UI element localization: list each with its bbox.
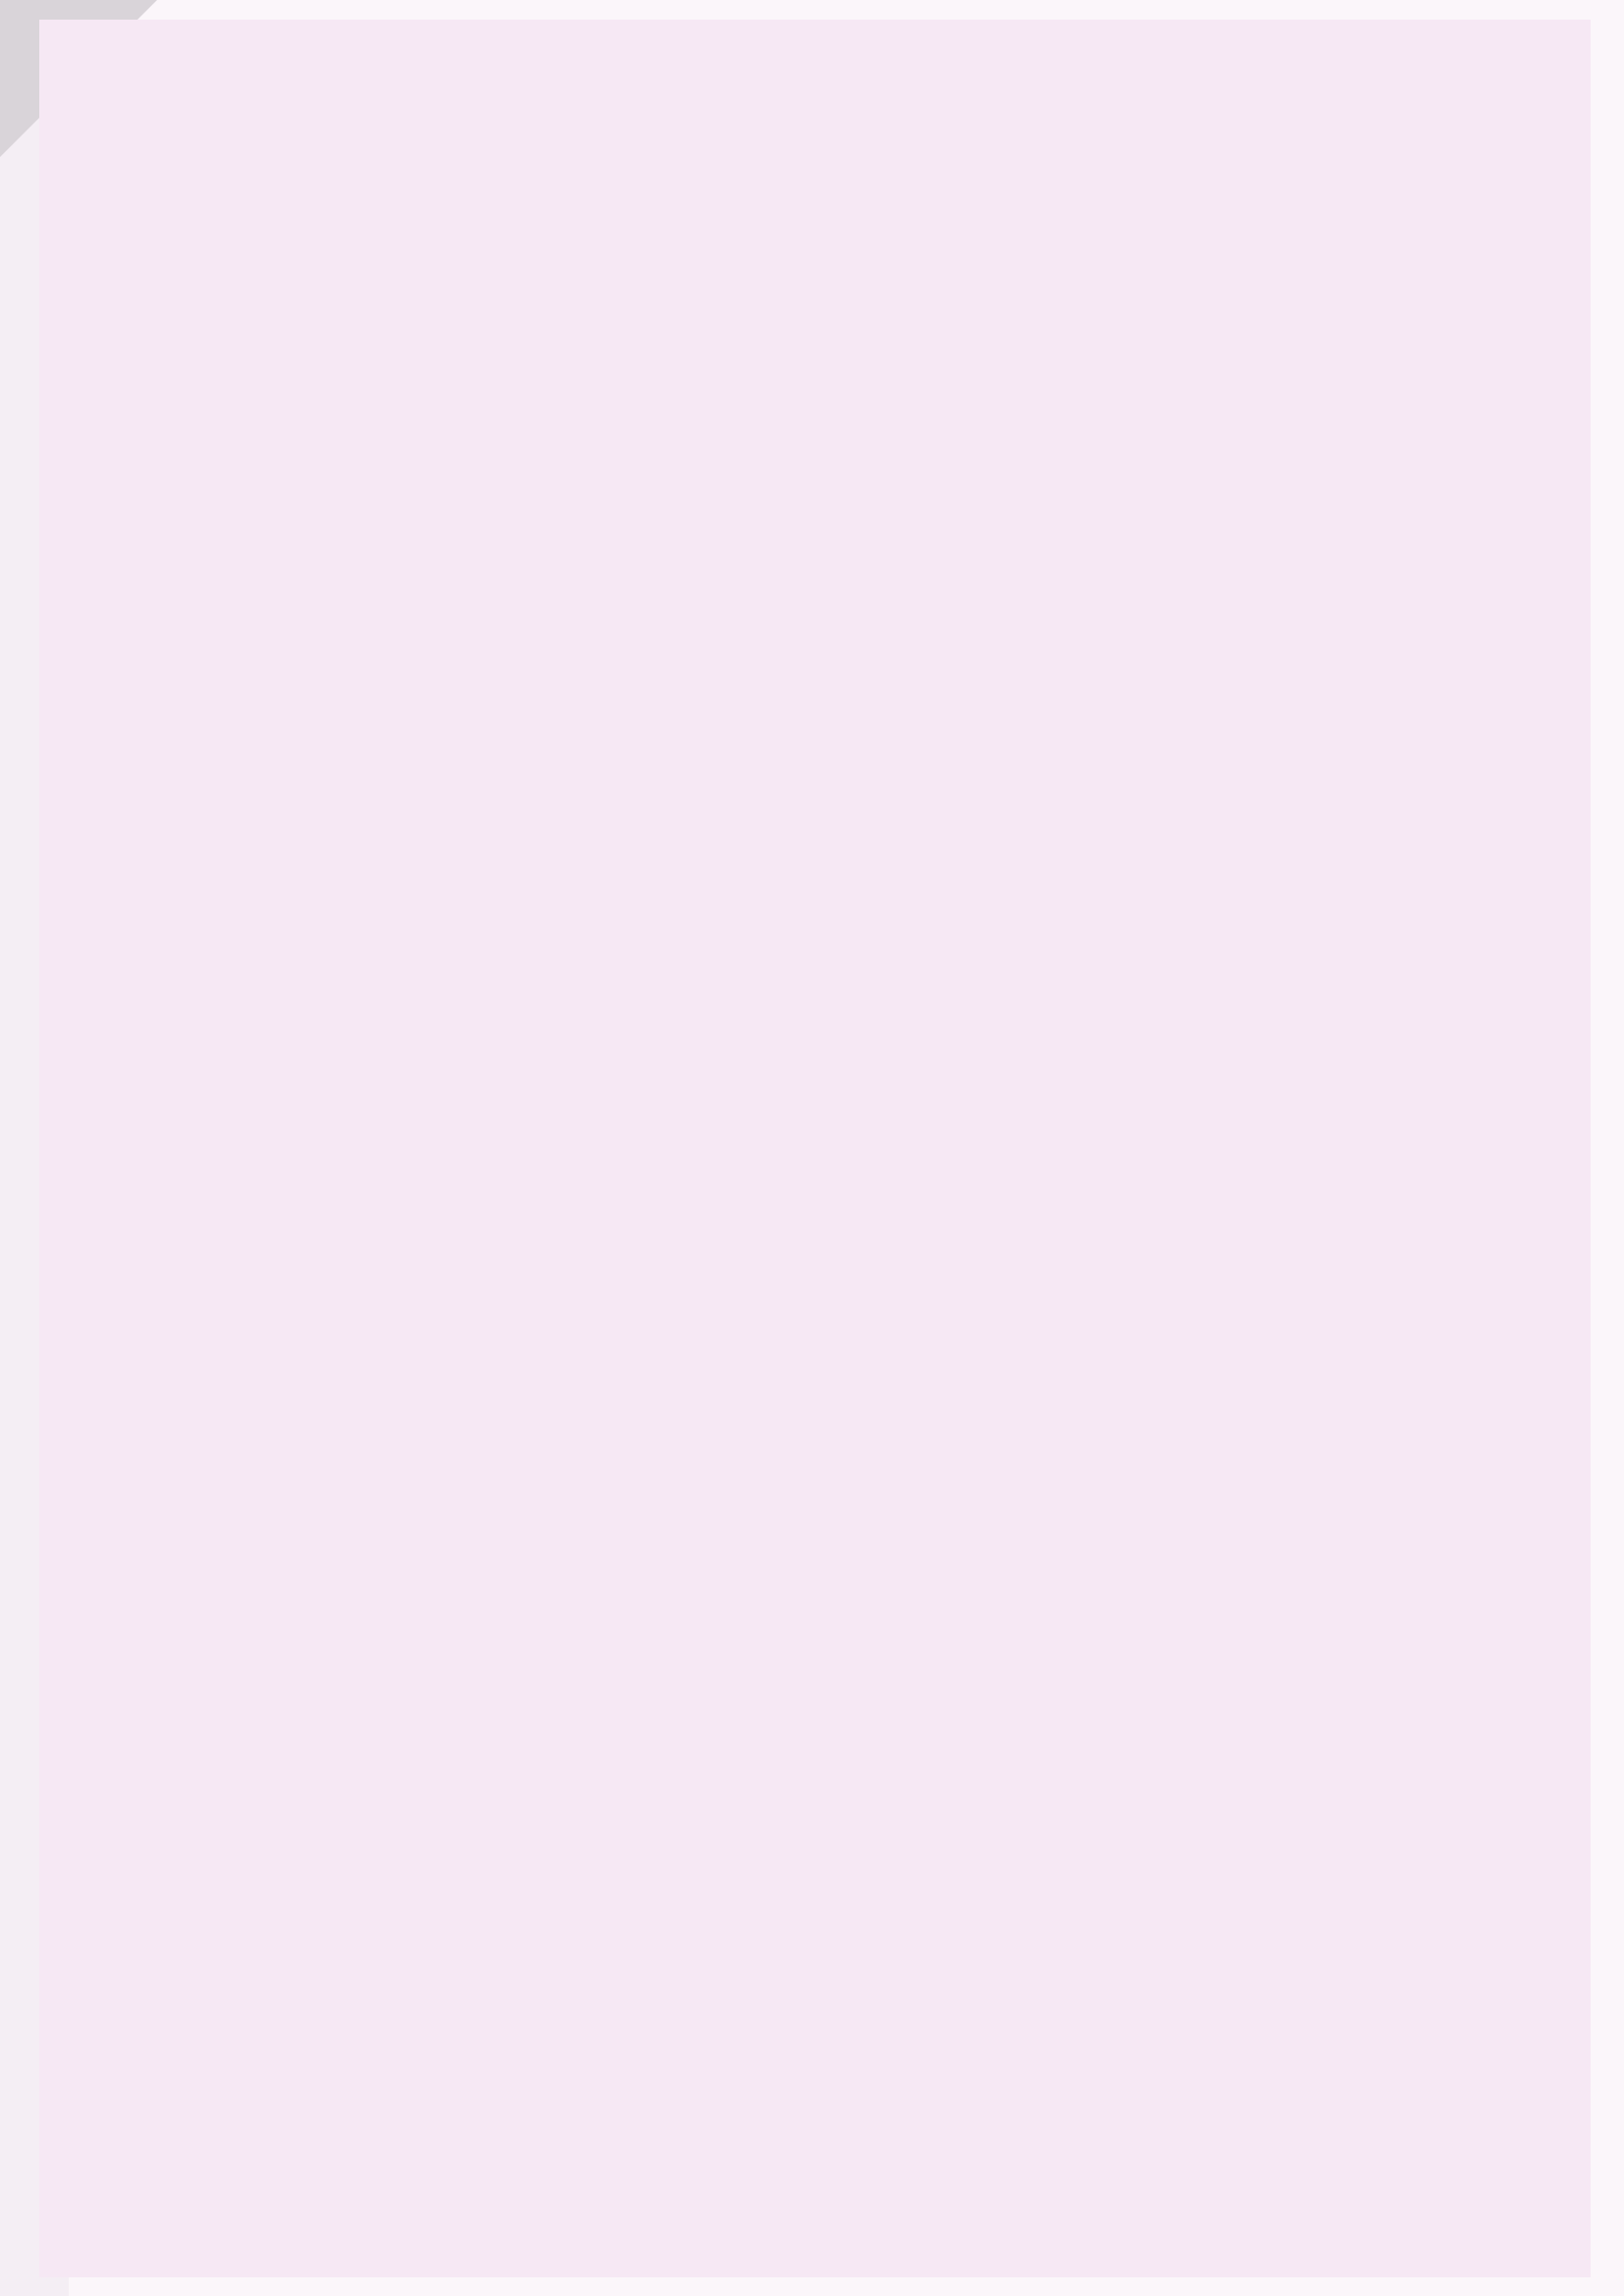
document-content [1556, 88, 1624, 2287]
document-sheet [39, 20, 1591, 2277]
